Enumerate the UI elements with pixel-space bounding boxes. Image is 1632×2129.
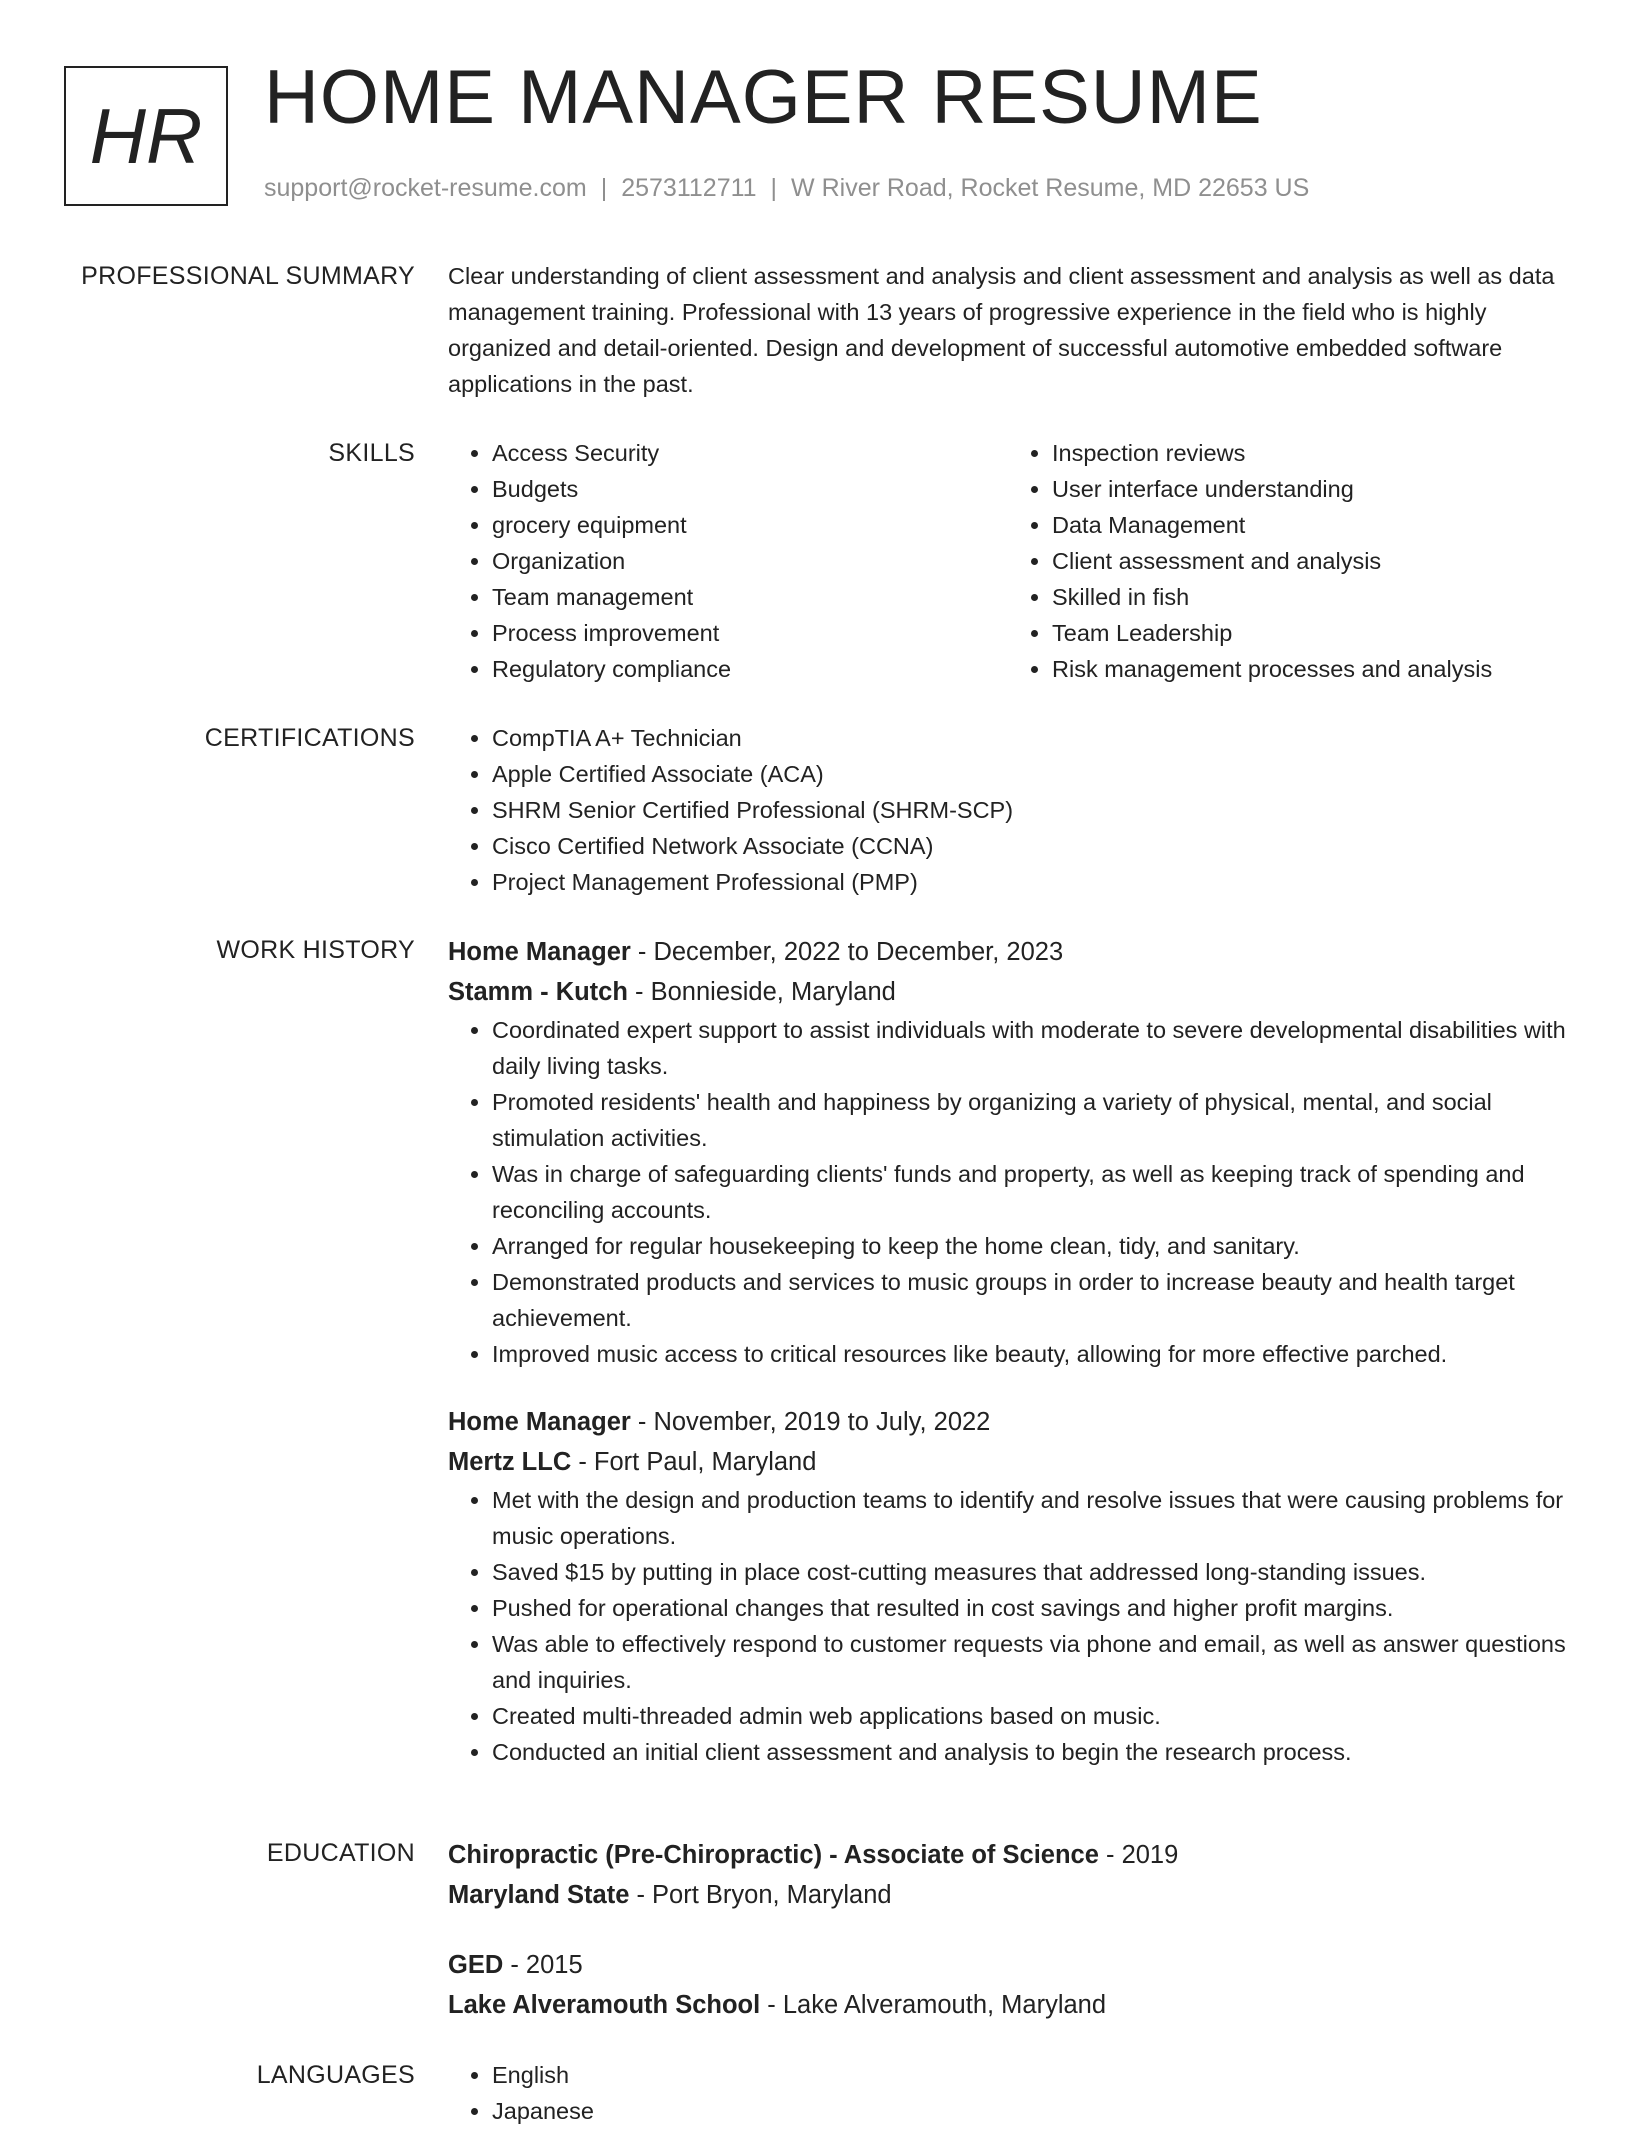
certification-item: • CompTIA A+ Technician [492, 720, 1568, 756]
summary-text: Clear understanding of client assessment and analysis and client assessment and analysis as well as data management training. Professional with 13 years of progressive experience in the field who is highly organized and detail-oriented. Design and development of successful automotive embedded software applications in the past. [448, 263, 1555, 397]
resume-title: HOME MANAGER RESUME [264, 55, 1263, 140]
job-dates: - December, 2022 to December, 2023 [630, 938, 1064, 966]
job-dates: - November, 2019 to July, 2022 [630, 1408, 991, 1436]
contact-line [264, 174, 1309, 203]
education-entry [448, 1945, 1568, 2025]
job-company: Mertz LLC [448, 1448, 572, 1476]
job-bullet: • Arranged for regular housekeeping to keep the home clean, tidy, and sanitary. [492, 1228, 1568, 1264]
education-degree: GED [448, 1951, 504, 1979]
skill-item: • Client assessment and analysis [1052, 543, 1568, 579]
job-title: Home Manager [448, 1408, 631, 1436]
skill-item: • Team management [492, 579, 1008, 615]
contact-phone[interactable]: 2573112711 [621, 174, 757, 202]
job-bullet: • Was able to effectively respond to customer requests via phone and email, as well as answer questions and inquiries. [492, 1626, 1568, 1698]
section-label-education: EDUCATION [266, 1839, 415, 1867]
job-bullet: • Saved $15 by putting in place cost-cutting measures that addressed long-standing issues. [492, 1554, 1568, 1590]
job-entry [448, 932, 1568, 1372]
education-location: - Port Bryon, Maryland [629, 1881, 892, 1909]
job-bullets [448, 1482, 1568, 1770]
skill-item: • Skilled in fish [1052, 579, 1568, 615]
contact-email[interactable]: support@rocket-resume.com [264, 174, 587, 202]
certification-item: • SHRM Senior Certified Professional (SHRM-SCP) [492, 792, 1568, 828]
job-location: - Fort Paul, Maryland [571, 1448, 817, 1476]
job-title: Home Manager [448, 938, 631, 966]
education-location: - Lake Alveramouth, Maryland [760, 1991, 1107, 2019]
section-label-languages: LANGUAGES [256, 2061, 415, 2089]
skill-item: • Budgets [492, 471, 1008, 507]
job-entries [448, 932, 1568, 1770]
job-bullet: • Coordinated expert support to assist individuals with moderate to severe developmental disabilities with daily living tasks. [492, 1012, 1568, 1084]
certification-item: • Project Management Professional (PMP) [492, 864, 1568, 900]
job-bullet: • Improved music access to critical resources like beauty, allowing for more effective parched. [492, 1336, 1568, 1372]
certification-item: • Cisco Certified Network Associate (CCNA) [492, 828, 1568, 864]
job-location: - Bonnieside, Maryland [627, 978, 896, 1006]
job-bullet: • Promoted residents' health and happiness by organizing a variety of physical, mental, and social stimulation activities. [492, 1084, 1568, 1156]
job-entry [448, 1402, 1568, 1770]
job-bullet: • Created multi-threaded admin web applications based on music. [492, 1698, 1568, 1734]
section-label-certifications: CERTIFICATIONS [204, 724, 415, 752]
education-school: Maryland State [448, 1881, 630, 1909]
skill-item: • Access Security [492, 435, 1008, 471]
education-degree: Chiropractic (Pre-Chiropractic) - Associate of Science [448, 1841, 1099, 1869]
education-year: - 2019 [1098, 1841, 1179, 1869]
skills-columns [448, 435, 1568, 687]
certification-item: • Apple Certified Associate (ACA) [492, 756, 1568, 792]
education-year: - 2015 [503, 1951, 583, 1979]
skill-item: • Organization [492, 543, 1008, 579]
language-item: • English [492, 2057, 1568, 2093]
skills-list-left [448, 435, 1008, 687]
job-bullets [448, 1012, 1568, 1372]
job-bullet: • Pushed for operational changes that resulted in cost savings and higher profit margins. [492, 1590, 1568, 1626]
skill-item: • Regulatory compliance [492, 651, 1008, 687]
languages-list [448, 2057, 1568, 2129]
language-item: • Japanese [492, 2093, 1568, 2129]
skill-item: • Data Management [1052, 507, 1568, 543]
contact-separator: | [600, 174, 608, 202]
certifications-list [448, 720, 1568, 900]
section-label-summary: PROFESSIONAL SUMMARY [81, 262, 415, 290]
skill-item: • Team Leadership [1052, 615, 1568, 651]
job-bullet: • Met with the design and production teams to identify and resolve issues that were causing problems for music operations. [492, 1482, 1568, 1554]
education-entries [448, 1835, 1568, 2055]
monogram-logo: HR [64, 66, 228, 206]
skill-item: • Risk management processes and analysis [1052, 651, 1568, 687]
skill-item: • grocery equipment [492, 507, 1008, 543]
section-label-skills: SKILLS [328, 439, 415, 467]
job-bullet: • Conducted an initial client assessment and analysis to begin the research process. [492, 1734, 1568, 1770]
education-entry [448, 1835, 1568, 1915]
skill-item: • User interface understanding [1052, 471, 1568, 507]
job-bullet: • Was in charge of safeguarding clients' funds and property, as well as keeping track of spending and reconciling accounts. [492, 1156, 1568, 1228]
job-bullet: • Demonstrated products and services to music groups in order to increase beauty and health target achievement. [492, 1264, 1568, 1336]
skills-list-right [1008, 435, 1568, 687]
education-school: Lake Alveramouth School [448, 1991, 761, 2019]
section-label-work-history: WORK HISTORY [216, 936, 415, 964]
contact-separator: | [770, 174, 778, 202]
job-company: Stamm - Kutch [448, 978, 628, 1006]
contact-address: W River Road, Rocket Resume, MD 22653 US [791, 174, 1310, 202]
skill-item: • Inspection reviews [1052, 435, 1568, 471]
skill-item: • Process improvement [492, 615, 1008, 651]
